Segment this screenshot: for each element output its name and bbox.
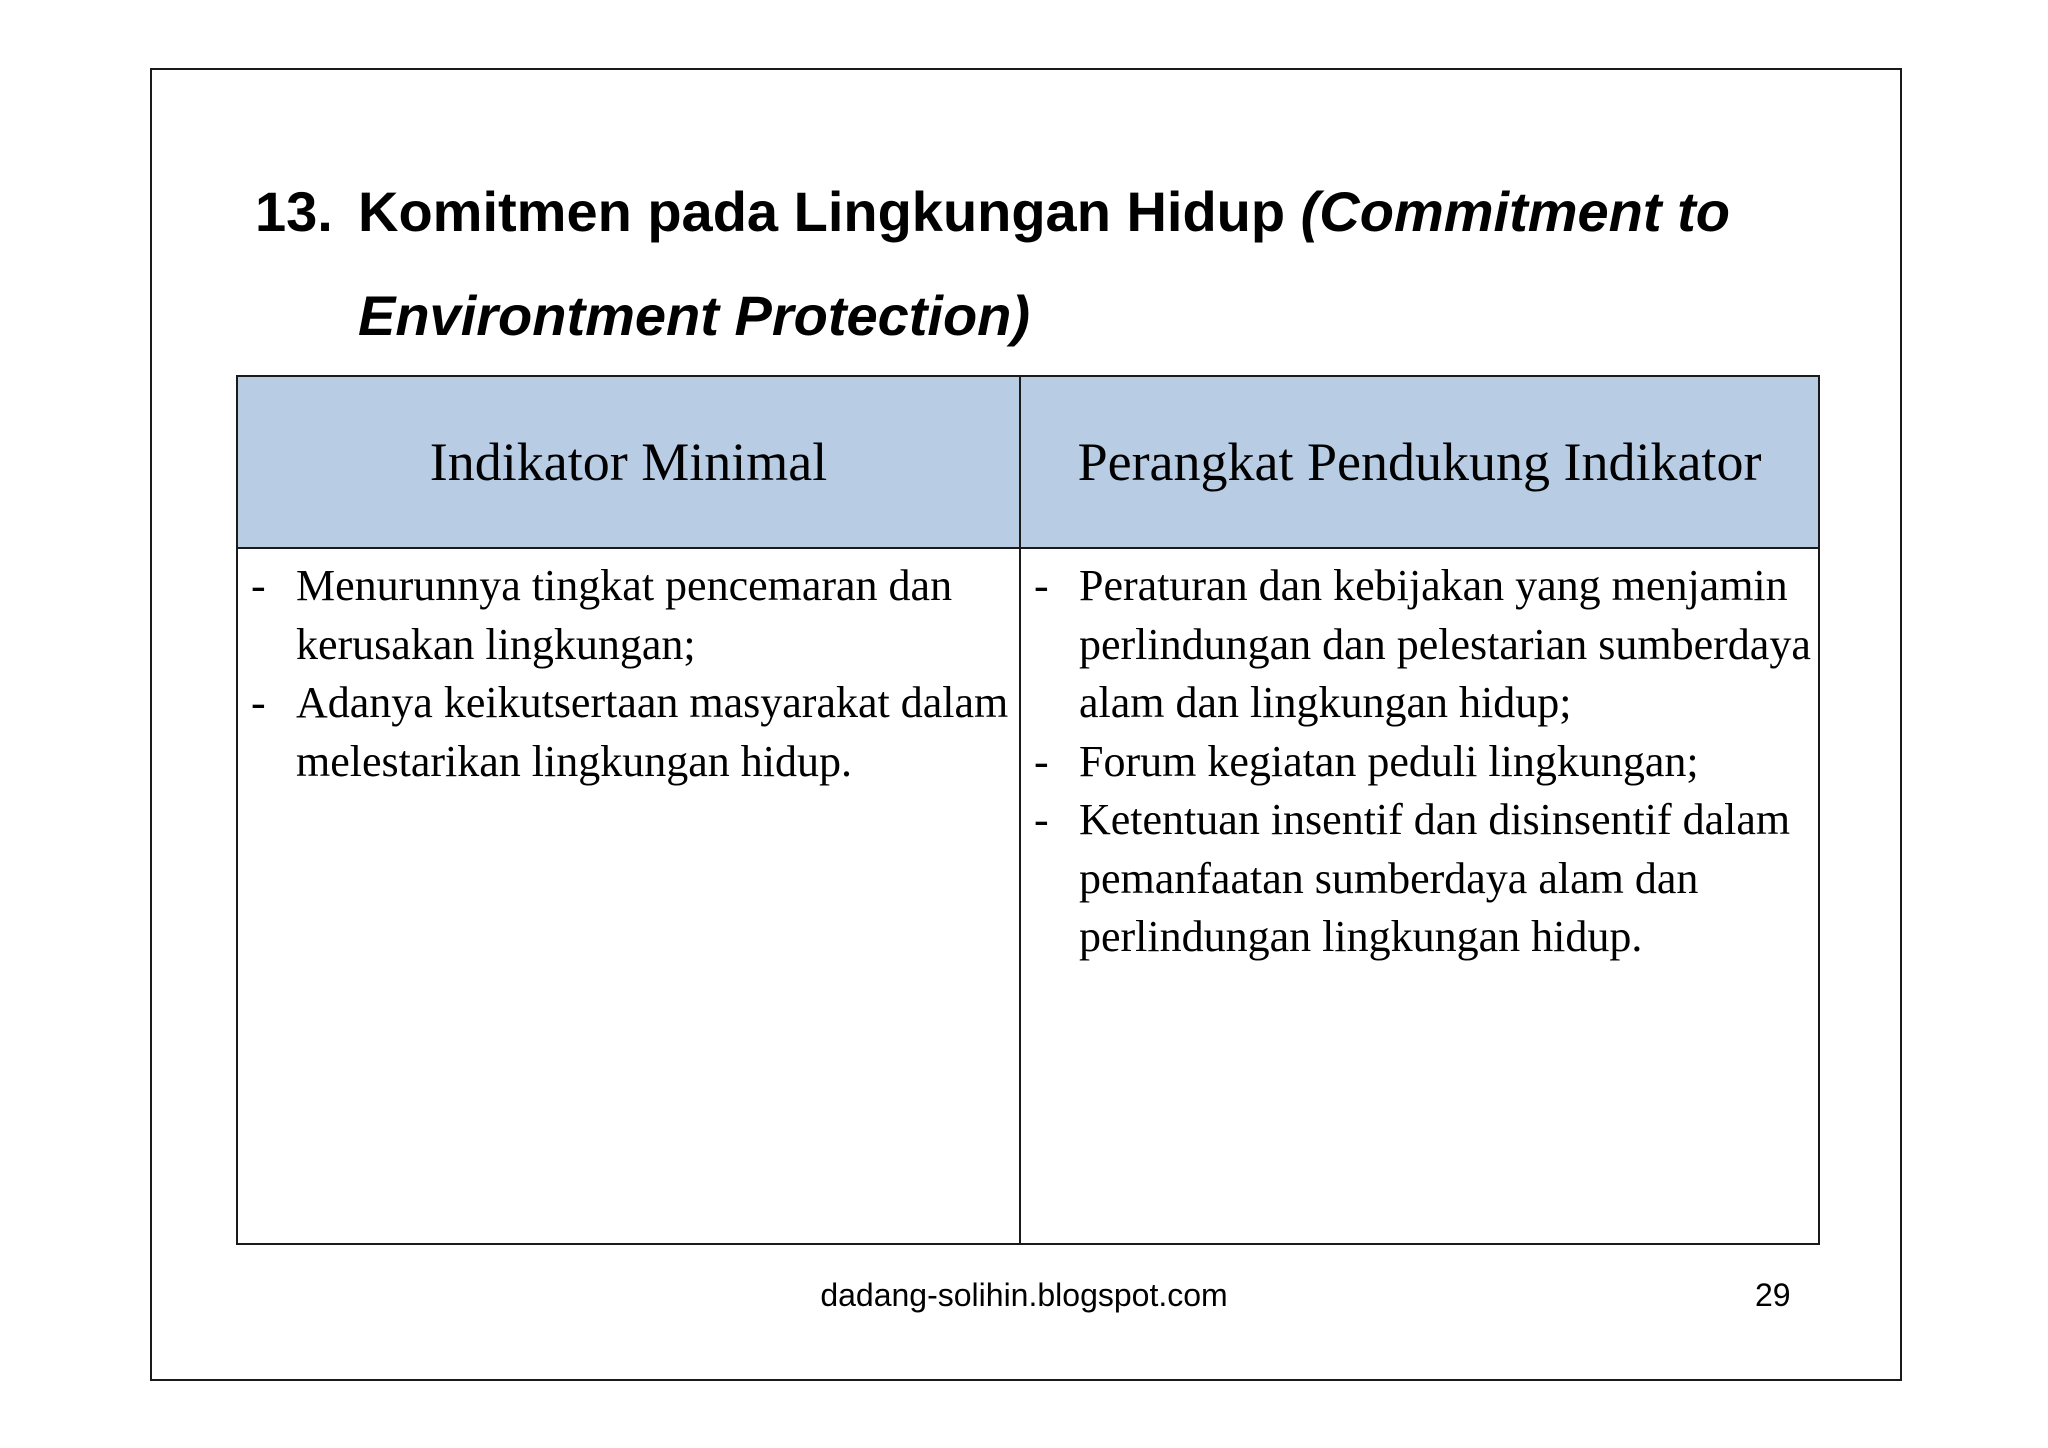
table-header-row xyxy=(237,376,1819,548)
list-item-text: Forum kegiatan peduli lingkungan; xyxy=(1079,736,1699,786)
title-number: 13. xyxy=(255,180,333,243)
list-item-text: Peraturan dan kebijakan yang menjamin perlindungan dan pelestarian sumberdaya alam dan lingkungan hidup; xyxy=(1079,561,1811,727)
perangkat-pendukung-cell xyxy=(1020,548,1819,1244)
list-item-text: Ketentuan insentif dan disinsentif dalam pemanfaatan sumberdaya alam dan perlindungan lingkungan hidup. xyxy=(1079,795,1791,961)
footer-website: dadang-solihin.blogspot.com xyxy=(820,1277,1228,1313)
dash-bullet: - xyxy=(1034,736,1049,786)
indikator-minimal-list xyxy=(238,549,1019,791)
list-item xyxy=(1021,733,1818,792)
page-number: 29 xyxy=(1755,1277,1791,1313)
list-item-text: Adanya keikutsertaan masyarakat dalam melestarikan lingkungan hidup. xyxy=(296,678,1009,786)
dash-bullet: - xyxy=(251,561,266,610)
table-body-row xyxy=(237,548,1819,1244)
list-item xyxy=(1021,557,1818,733)
dash-bullet: - xyxy=(251,678,266,727)
dash-bullet: - xyxy=(1034,795,1049,844)
dash-bullet: - xyxy=(1034,561,1049,610)
list-item-text: Menurunnya tingkat pencemaran dan kerusakan lingkungan; xyxy=(296,561,953,669)
indikator-minimal-cell xyxy=(237,548,1020,1244)
indicator-table xyxy=(236,375,1820,1245)
title-english: (Commitment to Environtment Protection) xyxy=(358,180,1730,347)
perangkat-pendukung-list xyxy=(1021,549,1818,967)
header-indikator-minimal: Indikator Minimal xyxy=(237,376,1020,548)
list-item xyxy=(238,674,1019,791)
title-text xyxy=(358,160,1818,368)
header-perangkat-pendukung: Perangkat Pendukung Indikator xyxy=(1020,376,1819,548)
title-main: Komitmen pada Lingkungan Hidup xyxy=(358,180,1301,243)
list-item xyxy=(238,557,1019,674)
list-item xyxy=(1021,791,1818,967)
